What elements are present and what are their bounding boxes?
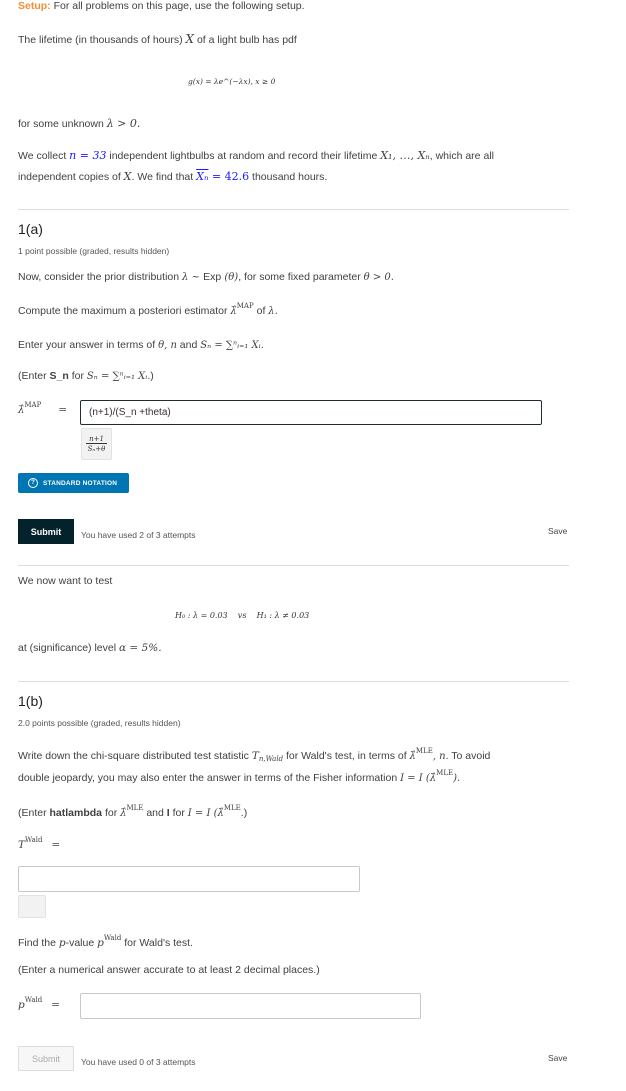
- unknown-text: [18, 117, 140, 130]
- math: I = I (λ̂: [187, 808, 224, 819]
- math-sup: MLE: [223, 804, 241, 812]
- divider: [18, 681, 569, 682]
- math-sup: MLE: [415, 747, 433, 755]
- math: T: [251, 750, 259, 762]
- math-sup: MLE: [126, 804, 144, 812]
- standard-notation-button[interactable]: [18, 473, 129, 493]
- math-preview-empty: [18, 895, 46, 918]
- math: X₁, …, Xₙ: [380, 149, 430, 162]
- problem-title-1a: 1(a): [18, 221, 43, 237]
- math: Sₙ = ∑ⁿᵢ₌₁ Xᵢ: [86, 371, 148, 382]
- math: p: [97, 937, 104, 949]
- math: λ ~: [182, 272, 204, 283]
- text: , for some fixed parameter: [238, 271, 364, 283]
- text: for Wald's test.: [121, 937, 193, 949]
- bold: hatlambda: [49, 807, 103, 819]
- text: for Wald's test, in terms of: [283, 750, 410, 762]
- text: thousand hours.: [249, 171, 328, 183]
- equals: =: [51, 999, 60, 1011]
- text: Write down the chi-square distributed test statistic: [18, 750, 252, 762]
- submit-button-1a[interactable]: Submit: [18, 519, 74, 544]
- text: .): [240, 807, 248, 819]
- text: for some unknown: [18, 118, 107, 130]
- math-sup: MAP: [236, 302, 254, 310]
- enter-hint-1b: [18, 804, 247, 819]
- points-1a: 1 point possible (graded, results hidden): [18, 246, 170, 256]
- p-label: [18, 996, 60, 1011]
- T-wald-input[interactable]: [18, 866, 360, 892]
- attempts-1a: You have used 2 of 3 attempts: [81, 530, 196, 540]
- text: and: [143, 807, 167, 819]
- enter-hint-1a: [18, 370, 154, 382]
- sample-mean: $\overline{X_n}$: [196, 170, 209, 183]
- text: for: [102, 807, 121, 819]
- equals: =: [58, 404, 68, 416]
- compute-text: [18, 302, 278, 317]
- math-sup: Wald: [24, 996, 43, 1004]
- text: .): [147, 370, 154, 382]
- attempts-1b: You have used 0 of 3 attempts: [81, 1057, 196, 1067]
- setup-intro: For all problems on this page, use the following setup.: [50, 0, 305, 12]
- math: X: [123, 170, 132, 183]
- text: double jeopardy, you may also enter the answer in terms of the Fisher information: [18, 772, 401, 784]
- write-text-2: [18, 769, 460, 784]
- terms-text: [18, 339, 264, 351]
- level-text: [18, 642, 162, 654]
- text: at (significance) level: [18, 642, 119, 654]
- math: θ > 0.: [363, 272, 394, 283]
- answer-input-1a[interactable]: (n+1)/(S_n +theta): [80, 400, 542, 425]
- test-intro: We now want to test: [18, 575, 113, 587]
- text: of a light bulb has pdf: [194, 34, 297, 46]
- text: . To avoid: [445, 750, 491, 762]
- bold: I: [166, 807, 170, 819]
- hypothesis: H₀ : λ = 0.03 vs H₁ : λ ≠ 0.03: [175, 611, 310, 620]
- label: STANDARD NOTATION: [43, 479, 118, 487]
- pvalue-text: [18, 934, 193, 949]
- math: Sₙ = ∑ⁿᵢ₌₁ Xᵢ.: [200, 340, 264, 351]
- text: for: [68, 370, 87, 382]
- math: λ̂: [409, 751, 416, 762]
- math-var: X: [185, 32, 195, 46]
- math: λ̂: [120, 808, 127, 819]
- text: of: [253, 305, 269, 317]
- setup-label: Setup:: [18, 0, 51, 12]
- text: (Enter: [18, 370, 50, 382]
- p-wald-input[interactable]: [80, 993, 421, 1019]
- math: λ̂: [230, 306, 237, 317]
- text: independent copies of: [18, 171, 124, 183]
- bold: S_n: [49, 370, 69, 382]
- problem-title-1b: 1(b): [18, 693, 43, 709]
- text: Find the: [18, 937, 59, 949]
- help-icon: ?: [28, 478, 38, 488]
- text: . We find that: [131, 171, 197, 183]
- math: , n: [432, 751, 446, 762]
- math: T: [18, 839, 26, 851]
- text: and: [176, 339, 201, 351]
- math-sub: n,Wald: [258, 755, 284, 763]
- math: p: [58, 937, 66, 949]
- math-sup: Wald: [103, 934, 122, 942]
- n-value: n = 33: [69, 149, 107, 162]
- preview-denominator: Sₙ+θ: [87, 445, 106, 453]
- answer-label-1a: [18, 401, 67, 416]
- math: I = I (λ̂: [400, 773, 437, 784]
- divider: [18, 209, 569, 210]
- math-sup: MLE: [436, 769, 454, 777]
- collect-text-2: [18, 170, 327, 183]
- save-button-1a[interactable]: Save: [548, 526, 568, 536]
- text: for: [169, 807, 188, 819]
- preview-numerator: n+1: [86, 435, 107, 444]
- math-sup: Wald: [25, 836, 43, 844]
- math: λ.: [268, 306, 278, 317]
- sample-mean-value: = 42.6: [208, 170, 250, 183]
- collect-text-1: [18, 149, 578, 162]
- text: Now, consider the prior distribution: [18, 271, 182, 283]
- math-sup: MAP: [24, 401, 42, 409]
- text: -value: [65, 937, 98, 949]
- text: The lifetime (in thousands of hours): [18, 34, 186, 46]
- math: θ, n: [158, 340, 177, 351]
- math: ).: [453, 773, 461, 784]
- math: λ > 0.: [106, 117, 141, 130]
- accuracy-hint: (Enter a numerical answer accurate to at least 2 decimal places.): [18, 964, 320, 976]
- text: independent lightbulbs at random and record their lifetime: [106, 150, 381, 162]
- text: We collect: [18, 150, 70, 162]
- T-label: [18, 836, 60, 851]
- math: α = 5%.: [118, 642, 162, 654]
- text: Exp: [203, 271, 222, 283]
- math: (θ): [221, 272, 239, 283]
- submit-button-1b[interactable]: Submit: [18, 1046, 74, 1071]
- pdf-formula: g(x) = λe^(−λx), x ≥ 0: [188, 77, 276, 86]
- equals: =: [51, 839, 61, 851]
- text: (Enter: [18, 807, 50, 819]
- text: Enter your answer in terms of: [18, 339, 159, 351]
- divider: [18, 565, 569, 566]
- math-preview: [81, 428, 112, 460]
- write-text-1: [18, 747, 578, 763]
- text: Compute the maximum a posteriori estimator: [18, 305, 231, 317]
- save-button-1b[interactable]: Save: [548, 1053, 568, 1063]
- text: , which are all: [429, 150, 494, 162]
- prior-text: [18, 271, 394, 283]
- lifetime-text: [18, 32, 297, 46]
- setup-line: [18, 0, 305, 12]
- points-1b: 2.0 points possible (graded, results hidden): [18, 718, 181, 728]
- math: p: [18, 999, 25, 1011]
- math: λ̂: [18, 405, 25, 416]
